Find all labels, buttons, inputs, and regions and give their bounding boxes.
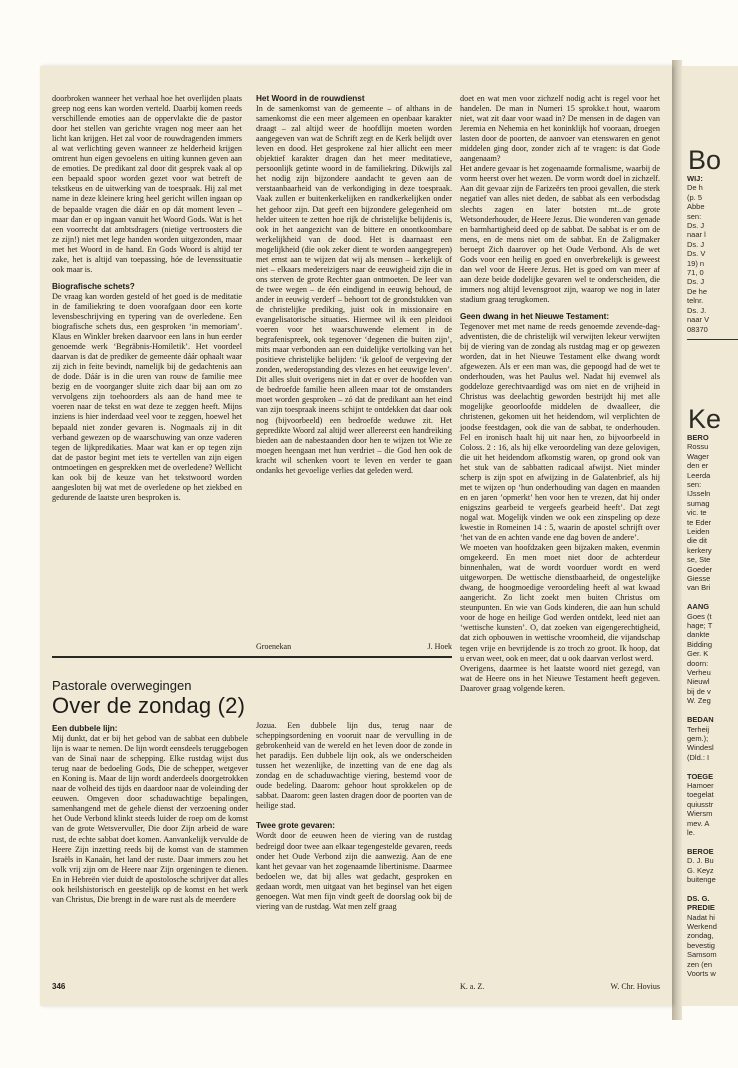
next-page-line: WIJ:: [687, 174, 703, 183]
next-page-line: [687, 762, 738, 771]
next-page-line: BEROE: [687, 846, 714, 856]
next-page-line: BERO: [687, 432, 709, 442]
paragraph: De vraag kan worden gesteld of het goed is de meditatie in de familiekring te doen voorafgaan door een korte levensbeschrijving en typering van de overledene. Een biografische schets dus, een gesproken ‘in memoriam’. Klaus en Winkler breken daarvoor een lans in hun eerder genoemde werk ‘Begräbnis-Homiletik’. Het voordeel daarvan is dat de prediker de gemeente dáár ophaalt waar zij zich in feite bevindt, namelijk bij de gedachtenis aan de dode. Dáár is in die uren van rouw de familie mee bezig en de voorganger sluite zich daar bij aan om zo vervolgens zijn toehoorders als aan de hand mee te voeren naar de tekst en wat deze te zeggen heeft. Mijns inziens is hier inderdaad veel voor te zeggen, hoewel het bepaald niet zonder gevaren is. Nogmaals zij in dit verband gewezen op de waarschuwing van onze vaderen tegen de lijkpredikaties. Maar wat kan er op tegen zijn dat de pastor begint met iets te vertellen van zijn eigen ontmoetingen en gesprekken met de overledene? Wellicht kan ook bij de keuze van het tekstwoord worden aangesloten bij wat met de overledene op het ziekbed en gedurende de laatste uren besproken is.: [52, 291, 242, 502]
magazine-page: [40, 66, 672, 1006]
signature-author: J. Hoek: [427, 642, 452, 651]
paragraph: Jozua. Een dubbele lijn dus, terug naar de scheppingsordening en vooruit naar de vervulling in de gebrokenheid van de wereld en het leven door de zonde in het paradijs. Een dubbele lijn ook, als we onderscheiden tussen het wezenlijke, de inzetting van de ene dag als zondag en de schaduwachtige viering, bestemd voor de oude bedeling. Daarom: gehoor hout sprokkelen op de sabbat. Daarom: geen lasten dragen door de poorten van de heilige stad.: [256, 721, 452, 811]
next-page-line: Bidding: [687, 639, 713, 649]
paragraph: Tegenover met met name de reeds genoemde zevende-dag-adventisten, die de christelijk wil verwijten lekeur verwijten bij de viering van de zondag als rustdag mag er op gewezen worden, dat in het Nieuwe Testament elke dwang wordt afgewezen. Als er een man was, die gepoogd had de wet te onderhouden, was het Paulus wel. Nadat hij evenwel als goddeloze gerechtvaardigd was om niet en de vrijheid in Christus was deelachtig geworden bestrijdt hij met alle mogelijke geoorloofde middelen de dwaalleer, die christenen, gekomen uit het heidendom, wil verplichten de joodse feestdagen, ook die van de sabbat, te onderhouden. Fel en ironisch haalt hij uit naar hen, zo bijvoorbeeld in Coloss. 2 : 16, als hij elke veroordeling van deze gelovigen, die uit het heidendom afkomstig waren, op grond ook van het stuk van de sabbatten radicaal afwijst. Niet minder scherp is zijn spot en afwijzing in de Galatenbrief, als hij met te wijzen op ‘hun onderhouding van dagen en maanden en en jaren ’opmerkt’ hen voor hen te vrezen, dat hij onder enigszins gearbeid te vergeefs gearbeid heeft’. Dat zegt nogal wat. Mogelijk vinden we ook een zinspeling op deze kwestie in Romeinen 14 : 5, waarin de apostel schrijft over ‘het van de en achten vande ene dag boven de andere’.: [460, 322, 660, 543]
paragraph: In de samenkomst van de gemeente – of althans in de samenkomst die een meer algemeen en openbaar karakter draagt – zal altijd weer de hoofdlijn moeten worden aangegeven van wat de Schrift zegt en de Kerk belijdt over leven en dood. Het gesprokene zal hier allicht een meer objektief karakter dragen dan het meer meditatieve, persoonlijk getinte woord in de familiekring. Dikwijls zal het nodig zijn bijzondere aandacht te geven aan de verstaanbaarheid van de verkondiging in deze toespraak. Vaak zullen er buitenkerkelijken en randkerkelijken onder het gehoor zijn. Dat geeft een bijzondere gelegenheid om helder uiteen te zetten hoe rijk de christelijke belijdenis is, ook in het aangezicht van de bittere en onontkoombare werkelijkheid van de dood. Het is daarnaast een mogelijkheid (die ook zeker dient te worden aangegrepen) met ernst aan te wijzen dat wij als mensen – kerkelijk of niet – elkaars medereizigers naar de eeuwigheid zijn die in ons sterven de grote Rechter gaan ontmoeten. De leer van de twee wegen – de één eindigend in eeuwig behoud, de ander in eeuwig verderf – behoort tot de grondstukken van de christelijke prediking, juist ook in missionaire en evangelisatorische situaties. Hiermee wil ik een pleidooi voeren voor het waarschuwende element in de begrafenispreek, ook tegenover ‘degenen die buiten zijn’, mits maar verbonden aan een duidelijke vertolking van het positieve christelijke belijden: ‘ik geloof de vergeving der zonden, wederopstanding des vlezes en het eeuwige leven’. Dit alles sluit overigens niet in dat er over de hoofden van de bedroefde familie heen alleen maar tot de omstanders moet worden gesproken – zó dat de predikant aan het eind van zijn toespraak ineens schijnt te ontdekken dat daar ook nog (bijvoorbeeld) een bedroefde weduwe zit. Het gepredikte Woord zal altijd weer allereerst een handreiking bieden aan de nabestaanden door hen te wijzen tot Wie ze moegen heengaan met hun verdriet – die God hen ook de kracht wil schenken voort te leven en verder te gaan ondanks het gevoelige verlies dat geleden werd.: [256, 104, 452, 475]
paragraph: Overigens, daarmee is het laatste woord niet gezegd, van wat de Heere ons in het Nieuwe Testament heeft gegeven. Daarover graag volgende keren.: [460, 663, 660, 693]
next-page-line: TOEGE: [687, 771, 714, 781]
next-page-line: Abbe: [687, 202, 705, 212]
next-page-line: Ger. K: [687, 649, 709, 659]
article-kicker: Pastorale overwegingen: [52, 678, 192, 693]
next-page-line: BEDAN: [687, 715, 714, 725]
next-page-line: Ds. J: [687, 239, 705, 249]
next-page-lines: [682, 433, 738, 979]
article-column-1: [52, 724, 248, 905]
next-page-line: zondag,: [687, 931, 714, 941]
section-heading: Een dubbele lijn:: [52, 724, 118, 733]
section-heading: Het Woord in de rouwdienst: [256, 94, 365, 103]
paragraph: doet en wat men voor zichzelf nodig acht is regel voor het handelen. De man in Numeri 15 sprokke.t hout, waarom niet, wat zit daar voor waad in? De mensen in de dagen van Jeremia en Nehemia en het koninklijk hof vooraan, droegen lasten door de poorten, de aanvoer van etenswaren en genot middelen ging door, zonder zich af te vragen: is dat Gode aangenaam?: [460, 94, 660, 164]
next-page-line: (p. 5: [687, 192, 703, 202]
signature-author: W. Chr. Hovius: [610, 982, 660, 991]
section-heading: Twee grote gevaren:: [256, 821, 336, 831]
next-page-line: IJsseln: [687, 489, 711, 499]
next-page-line: den er: [687, 461, 709, 471]
next-page-line: D. J. Bu: [687, 856, 714, 866]
next-page-line: Hamoer: [687, 780, 714, 790]
next-page-edge: [682, 66, 738, 1006]
next-page-line: Werkend: [687, 922, 717, 932]
top-column-1: [52, 94, 242, 503]
next-page-line: dankte: [687, 630, 710, 640]
next-page-line: sumag: [687, 498, 710, 508]
next-page-line: sen:: [687, 479, 702, 489]
next-page-line: Samsom: [687, 950, 717, 960]
next-page-line: DS. G.: [687, 893, 710, 903]
next-page-line: Ds. J: [687, 221, 705, 231]
next-page-heading: Bo: [688, 145, 722, 175]
paragraph: Wordt door de eeuwen heen de viering van de rustdag bedreigd door twee aan elkaar tegengestelde gevaren, reeds onder het Oude Verbond zijn die aanwezig. Aan de ene kant het gevaar van het zogenaamde libertinisme. Daarmee bedoelen we, dat bij alles wat gedacht, gesproken en gedaan wordt, men uitgaat van het beginsel van het eigen genoegen. Wat men fijn vindt geeft de doorslag ook bij de viering van de rustdag. Wat men zelf graag: [256, 831, 452, 911]
paragraph: Mij dunkt, dat er bij het gebod van de sabbat een dubbele lijn is waar te nemen. De lijn wordt eensdeels teruggebogen van de Sinaï naar de schepping. Elke rustdag wijst dus terug naar de bedoeling Gods, Die de schepper, wetgever en Koning is. Maar de lijn wordt anderdeels doorgetrokken naar de volheid des tijds en daardoor naar de voleinding der eeuwen. Omgeven door schaduwachtige bepalingen, samenhangend met de gehele dienst der verzoening onder het Oude Verbond klinkt steeds luider de roep om de komst van de grote Wetsvervuller, Die door Zijn arbeid de ware rust, de echte sabbat doet komen. Aanvankelijk vervulde de Heere Zijn inzetting reeds bij de komst van de stammen Israëls in Kanaän, het land der ruste. Daar immers zou het volk vrij zijn om de Heere naar Zijn orgeningen te dienen. En in Hebreën vier duidt de apostolosche schrijver dat alles ook heilshistorisch en geestelijk op de komst en het werk van Christus, Die brengt in de ware rust als de meerdere: [52, 734, 248, 904]
next-page-line: naar l: [687, 230, 706, 240]
next-page-line: De he: [687, 286, 708, 296]
right-column: [460, 94, 660, 694]
next-page-line: Leiden: [687, 526, 710, 536]
article-divider: [52, 656, 452, 658]
next-page-line: doorn:: [687, 658, 709, 668]
next-page-line: mev. A: [687, 818, 710, 828]
next-page-line: 08370: [687, 324, 708, 334]
next-page-line: [687, 593, 738, 602]
next-page-line: 71, 0: [687, 268, 704, 278]
next-page-line: te Eder: [687, 517, 712, 527]
paragraph: Het andere gevaar is het zogenaamde formalisme, waarbij de vorm heerst over het wezen. De vorm wordt doel in zichzelf. Aan dit gevaar zijn de Farizeërs ten prooi gevallen, die sterk negatief van alles niet deden, de sabbat als een verbodsdag slechts zagen en later botsten mt...de grote Wetsonderhouder, de Heere Jezus. Die wonderen van genade en barmhartigheid deed op de sabbat. De sabbat is er om de mens, en de mens niet om de sabbat. En de Zaligmaker beroept Zich daarover op het Oude Verbond. Als de wet Gods voor een heilig en goed en onverbrekelijk is geweest dan wel voor de Heere Jezus. Het is goed om van meer af aan deze beide dodelijke gevaren wel te onderscheiden, die immers nog altijd levensgroot zijn, waarop we nog in later stadium graag terugkomen.: [460, 164, 660, 304]
section-heading: Biografische schets?: [52, 281, 135, 291]
next-page-heading: Ke: [688, 403, 722, 434]
next-page-line: Verheu: [687, 668, 711, 678]
next-page-line: bij de v: [687, 686, 711, 696]
next-page-line: se, Ste: [687, 555, 711, 565]
next-page-line: Giesse: [687, 574, 711, 583]
next-page-line: le.: [687, 827, 695, 837]
next-page-line: Wiersm: [687, 809, 713, 819]
next-page-line: Wager: [687, 451, 709, 461]
next-page-line: toegelat: [687, 790, 714, 800]
paragraph: doorbroken wanneer het verhaal hoe het overlijden plaats greep nog eens kan worden verteld. Daarbij komen reeds verschillende emoties aan de oppervlakte die de pastor door het stellen van gerichte vragen nog meer aan het licht kan krijgen. Het zal voor de rouwdragenden immers al wat verlichting geven wanneer ze helderheid krijgen omtrent hun eigen gevoelens en uiting kunnen geven aan de emoties. De predikant zal door dit gesprek vaak al op een bepaald spoor worden gezet voor wat betreft de tekstkeus en de uitwerking van de toespraak. Hij zal met name in deze kleinere kring heel gericht willen ingaan op de bepaalde vragen die dáár en op dát moment leven – maar dan er op ingaan vanuit het Woord Gods. Wat is het een voorrecht dat ambtsdragers (nietige vertroosters die ze zijn!) niet met lege handen worden uitgezonden, maar met het Woord in de hand. En Gods Woord is altijd ter zake, het is altijd van toepassing, hóe de levenssituatie ook maar is.: [52, 94, 242, 274]
section-heading: Geen dwang in het Nieuwe Testament:: [460, 311, 610, 321]
next-page-line: naar V: [687, 315, 710, 325]
next-page-line: Terheij: [687, 724, 710, 734]
next-page-line: zen (en: [687, 959, 713, 969]
next-page-line: Voorts w: [687, 969, 716, 979]
next-page-line: Ds. V: [687, 249, 706, 259]
next-page-line: [687, 837, 738, 846]
article-column-2: [256, 721, 452, 912]
next-page-line: Nieuwl: [687, 677, 710, 687]
next-page-lines: [682, 174, 738, 334]
next-page-line: G. Keyz: [687, 865, 714, 875]
next-page-line: die dit: [687, 536, 708, 546]
next-page-line: 19) n: [687, 258, 705, 268]
next-page-line: hage; T: [687, 621, 713, 631]
next-page-line: [687, 884, 738, 893]
next-page-line: Ds. J.: [687, 305, 707, 315]
next-page-line: Goes (t: [687, 611, 712, 621]
article-title: Over de zondag (2): [52, 693, 246, 718]
next-page-line: (Dld.: I: [687, 752, 710, 762]
next-page-line: sen:: [687, 211, 702, 221]
next-page-line: quiusstr: [687, 799, 714, 809]
top-column-2: [256, 94, 452, 476]
next-page-line: Ds. J: [687, 277, 705, 287]
next-page-line: Windesl: [687, 743, 714, 753]
next-page-line: Leerda: [687, 470, 711, 480]
next-page-line: bevestig: [687, 940, 715, 950]
next-page-line: PREDIE: [687, 903, 715, 913]
signature-place: K. a. Z.: [460, 982, 485, 991]
next-page-line: telnr.: [687, 296, 704, 306]
next-page-line: Goeder: [687, 564, 713, 574]
paragraph: We moeten van hoofdzaken geen bijzaken maken, evenmin omgekeerd. En men moet niet door de achterdeur binnenhalen, wat de wordt voorduer wordt en werd uitgeworpen. De wettische dienstbaarheid, de ongestelijke dwang, de hoogmoedige veroordeling heeft al wat kwaad aangericht. Zo licht zoekt men buiten Christus om steunpunten. En wie van Gods kinderen, die aan hun schuld voor de hoge en heilige God werden ontdekt, leed niet aan ‘wettische kunsten’. O, dat zoeken van eigengerechtigheid, dat zich opbouwen in wettische vroomheid, die vijandschap tegen vrije en bevrijdende is zo troch zo groot. Ik hoop, dat u ervan weet, ook en meer, dat u ook daarvan verlost werd.: [460, 543, 660, 663]
next-page-line: W. Zeg: [687, 696, 711, 706]
next-page-divider: [687, 339, 738, 340]
next-page-line: Rossu: [687, 442, 709, 452]
next-page-line: Nadat hi: [687, 912, 715, 922]
page-gutter: [672, 60, 682, 1020]
next-page-line: AANG: [687, 602, 710, 612]
next-page-line: buitenge: [687, 875, 716, 884]
page-number: 346: [52, 982, 66, 991]
next-page-line: vic. te: [687, 508, 707, 518]
next-page-line: [687, 706, 738, 715]
next-page-line: gem.);: [687, 733, 709, 743]
next-page-line: van Bri: [687, 583, 711, 593]
next-page-line: De h: [687, 183, 703, 193]
signature-place: Groenekan: [256, 642, 292, 651]
next-page-line: kerkery: [687, 545, 712, 555]
